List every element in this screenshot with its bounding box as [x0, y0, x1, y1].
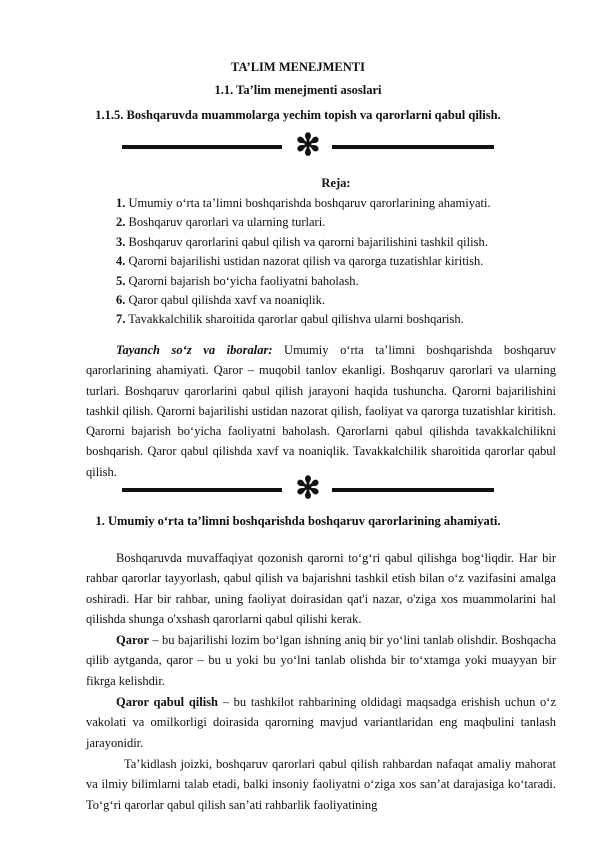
ornamental-divider-top: [122, 129, 494, 162]
term-qaror: Qaror: [116, 633, 150, 647]
paragraph-text: – bu bajarilishi lozim bo‘lgan ishning aniq bir yo‘lini tanlab olishdir. Boshqacha qilib aytganda, qaror – bu u yoki bu yo‘lni tanlab olishda bir to‘xtamga yoki muayyan bir fikrga kelishdir.: [86, 633, 556, 688]
divider-bar-left: [122, 145, 282, 149]
plan-item: [116, 252, 576, 271]
body-paragraph-2: [86, 630, 556, 691]
plan-item-number: 1.: [116, 196, 126, 210]
plan-item-number: 6.: [116, 293, 126, 308]
plan-item-text: Umumiy o‘rta ta’limni boshqarishda boshqaruv qarorlarining ahamiyati.: [125, 196, 491, 210]
plan-item: [116, 310, 576, 329]
paragraph-text: – bu tashkilot rahbarining oldidagi maqsadga erishish uchun o‘z vakolati va omilkorligi doirasida qarorning mavjud variantlaridan eng maqbulini tanlash jarayonidir.: [86, 695, 556, 750]
plan-item-number: 3.: [116, 234, 126, 249]
plan-item: [116, 233, 576, 252]
asterisk-ornament-icon: ✻: [295, 129, 321, 162]
asterisk-ornament-icon: ✻: [295, 472, 321, 505]
plan-item-text: Qarorni bajarish bo‘yicha faoliyatni baholash.: [125, 273, 359, 288]
paragraph-text: Boshqaruvda muvaffaqiyat qozonish qarorni to‘g‘ri qabul qilishga bog‘liqdir. Har bir rahbar qarorlar tayyorlash, qabul qilish va bajarishni tashkil etish bilan o‘z vazifasini amalga oshiradi. Har bir rahbar, uning faoliyat doirasidan qat'i nazar, o'ziga xos muammolarini hal qilishda shunga o'xshash qarorlarni qabul qilishi kerak.: [86, 551, 556, 626]
divider-bar-right: [332, 488, 494, 492]
plan-item-number: 7.: [116, 312, 126, 327]
paragraph-text: Ta’kidlash joizki, boshqaruv qarorlari qabul qilish rahbardan nafaqat amaliy mahorat va ilmiy bilimlarni talab etadi, balki insoniy faoliyatni o‘ziga xos san’at darajasiga ko‘taradi. To‘g‘ri qarorlar qabul qilish san’ati rahbarlik faoliyatining: [86, 757, 556, 812]
body-paragraph-1: [86, 548, 556, 629]
plan-item: [116, 194, 576, 213]
section-1-heading: 1. Umumiy o‘rta ta’limni boshqarishda boshqaruv qarorlarining ahamiyati.: [95, 514, 501, 528]
divider-bar-left: [122, 488, 282, 492]
document-title: TA’LIM MENEJMENTI: [231, 60, 365, 74]
plan-item-text: Qaror qabul qilishda xavf va noaniqlik.: [125, 293, 325, 308]
plan-item-text: Tavakkalchilik sharoitida qarorlar qabul qilishva ularni boshqarish.: [125, 312, 464, 327]
keywords-label: Tayanch so‘z va iboralar:: [116, 343, 273, 357]
plan-item-number: 4.: [116, 254, 126, 269]
plan-item-text: Boshqaruv qarorlari va ularning turlari.: [125, 215, 326, 230]
divider-bar-right: [332, 145, 494, 149]
chapter-subtitle: 1.1. Ta’lim menejmenti asoslari: [214, 83, 382, 97]
section-heading: 1.1.5. Boshqaruvda muammolarga yechim topish va qarorlarni qabul qilish.: [95, 108, 501, 122]
body-paragraph-4: [86, 754, 556, 815]
ornamental-divider-bottom: [122, 472, 494, 505]
plan-title: Reja:: [321, 176, 351, 190]
plan-item: [116, 213, 576, 232]
body-paragraph-3: [86, 692, 556, 753]
keywords-paragraph: [86, 340, 556, 482]
plan-item: [116, 291, 576, 310]
plan-item: [116, 272, 576, 291]
plan-item-text: Boshqaruv qarorlarini qabul qilish va qarorni bajarilishini tashkil qilish.: [125, 234, 488, 249]
keywords-text: Umumiy o‘rta ta’limni boshqarishda boshqaruv qarorlarining ahamiyati. Qaror – muqobil tanlov ekanligi. Boshqaruv qarorlari va ularning turlari. Boshqaruv qarorlarini qabul qilish jarayoni haqida tushuncha. Qarorni bajarilishini tashkil qilish. Qarorni bajarilishi ustidan nazorat qilish, faoliyat va qarorga tuzatishlar kiritish. Qarorni bajarish bo‘yicha faoliyatni baholash. Qarorlarni qabul qilishda tavakkalchilikni boshqarish. Qaror qabul qilishda xavf va noaniqlik. Tavakkalchilik sharoitida qarorlar qabul qilish.: [86, 343, 556, 479]
plan-list: [116, 194, 576, 330]
term-qaror-qabul-qilish: Qaror qabul qilish: [116, 695, 219, 709]
plan-item-text: Qarorni bajarilishi ustidan nazorat qilish va qarorga tuzatishlar kiritish.: [125, 254, 484, 269]
plan-item-number: 5.: [116, 273, 126, 288]
plan-item-number: 2.: [116, 215, 126, 230]
